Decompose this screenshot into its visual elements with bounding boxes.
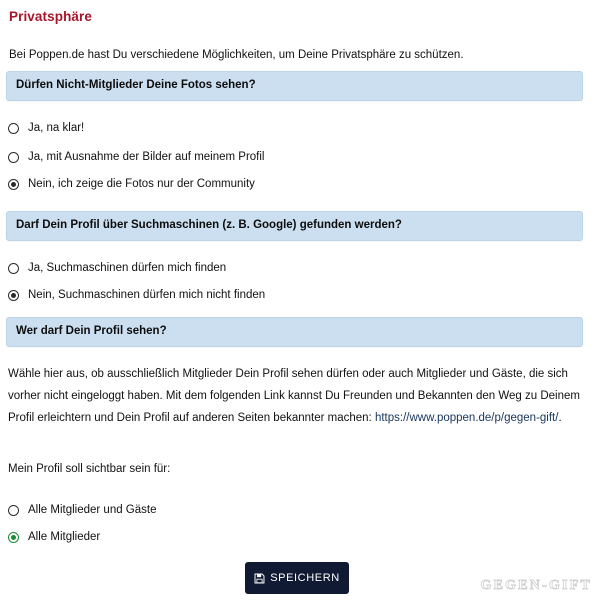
profile-description-text: Wähle hier aus, ob ausschließlich Mitglieder Dein Profil sehen dürfen oder auch Mitglieder und Gäste, die sich vorher nicht eingeloggt haben. Mit dem folgenden Link kannst Du Freunden und Bekannten den Weg zu Deinem Profil erleichtern und Dein Profil auf anderen Seiten bekannter machen: (8, 368, 580, 424)
radio-option-search-0[interactable] (8, 260, 226, 276)
radio-option-label: Ja, Suchmaschinen dürfen mich finden (28, 262, 227, 274)
radio-indicator[interactable] (8, 123, 19, 134)
section-header-profile (6, 317, 583, 347)
radio-indicator[interactable] (8, 179, 19, 190)
radio-option-photos-0[interactable] (8, 120, 84, 136)
radio-option-label: Ja, na klar! (28, 122, 85, 134)
floppy-disk-icon (254, 573, 265, 584)
radio-indicator[interactable] (8, 152, 19, 163)
save-button[interactable] (245, 562, 349, 594)
radio-option-label: Alle Mitglieder und Gäste (28, 504, 157, 516)
profile-description-period: . (558, 412, 562, 424)
profile-description (8, 363, 580, 429)
radio-option-label: Ja, mit Ausnahme der Bilder auf meinem Profil (28, 151, 265, 163)
radio-option-visibility-1[interactable] (8, 529, 100, 545)
radio-option-visibility-0[interactable] (8, 502, 156, 518)
page-title: Privatsphäre (9, 9, 92, 24)
radio-indicator[interactable] (8, 532, 19, 543)
section-header-photos (6, 71, 583, 101)
radio-option-label: Alle Mitglieder (28, 531, 101, 543)
section-header-profile-label: Wer darf Dein Profil sehen? (16, 325, 167, 337)
radio-indicator[interactable] (8, 505, 19, 516)
radio-option-label: Nein, ich zeige die Fotos nur der Community (28, 178, 255, 190)
gegen-gift-profile-link[interactable]: https://www.poppen.de/p/gegen-gift/ (374, 412, 559, 424)
radio-option-search-1[interactable] (8, 287, 265, 303)
section-header-search-label: Darf Dein Profil über Suchmaschinen (z. B. Google) gefunden werden? (16, 219, 402, 231)
intro-text: Bei Poppen.de hast Du verschiedene Möglichkeiten, um Deine Privatsphäre zu schützen. (9, 49, 464, 61)
radio-indicator[interactable] (8, 263, 19, 274)
save-button-label: SPEICHERN (270, 572, 340, 584)
section-header-photos-label: Dürfen Nicht-Mitglieder Deine Fotos sehen? (16, 79, 256, 91)
gegen-gift-watermark: GEGEN-GIFT (480, 578, 592, 593)
section-header-search (6, 211, 583, 241)
radio-option-label: Nein, Suchmaschinen dürfen mich nicht finden (28, 289, 266, 301)
radio-option-photos-1[interactable] (8, 149, 265, 165)
radio-indicator[interactable] (8, 290, 19, 301)
visibility-sub-label: Mein Profil soll sichtbar sein für: (8, 463, 171, 475)
radio-option-photos-2[interactable] (8, 176, 255, 192)
